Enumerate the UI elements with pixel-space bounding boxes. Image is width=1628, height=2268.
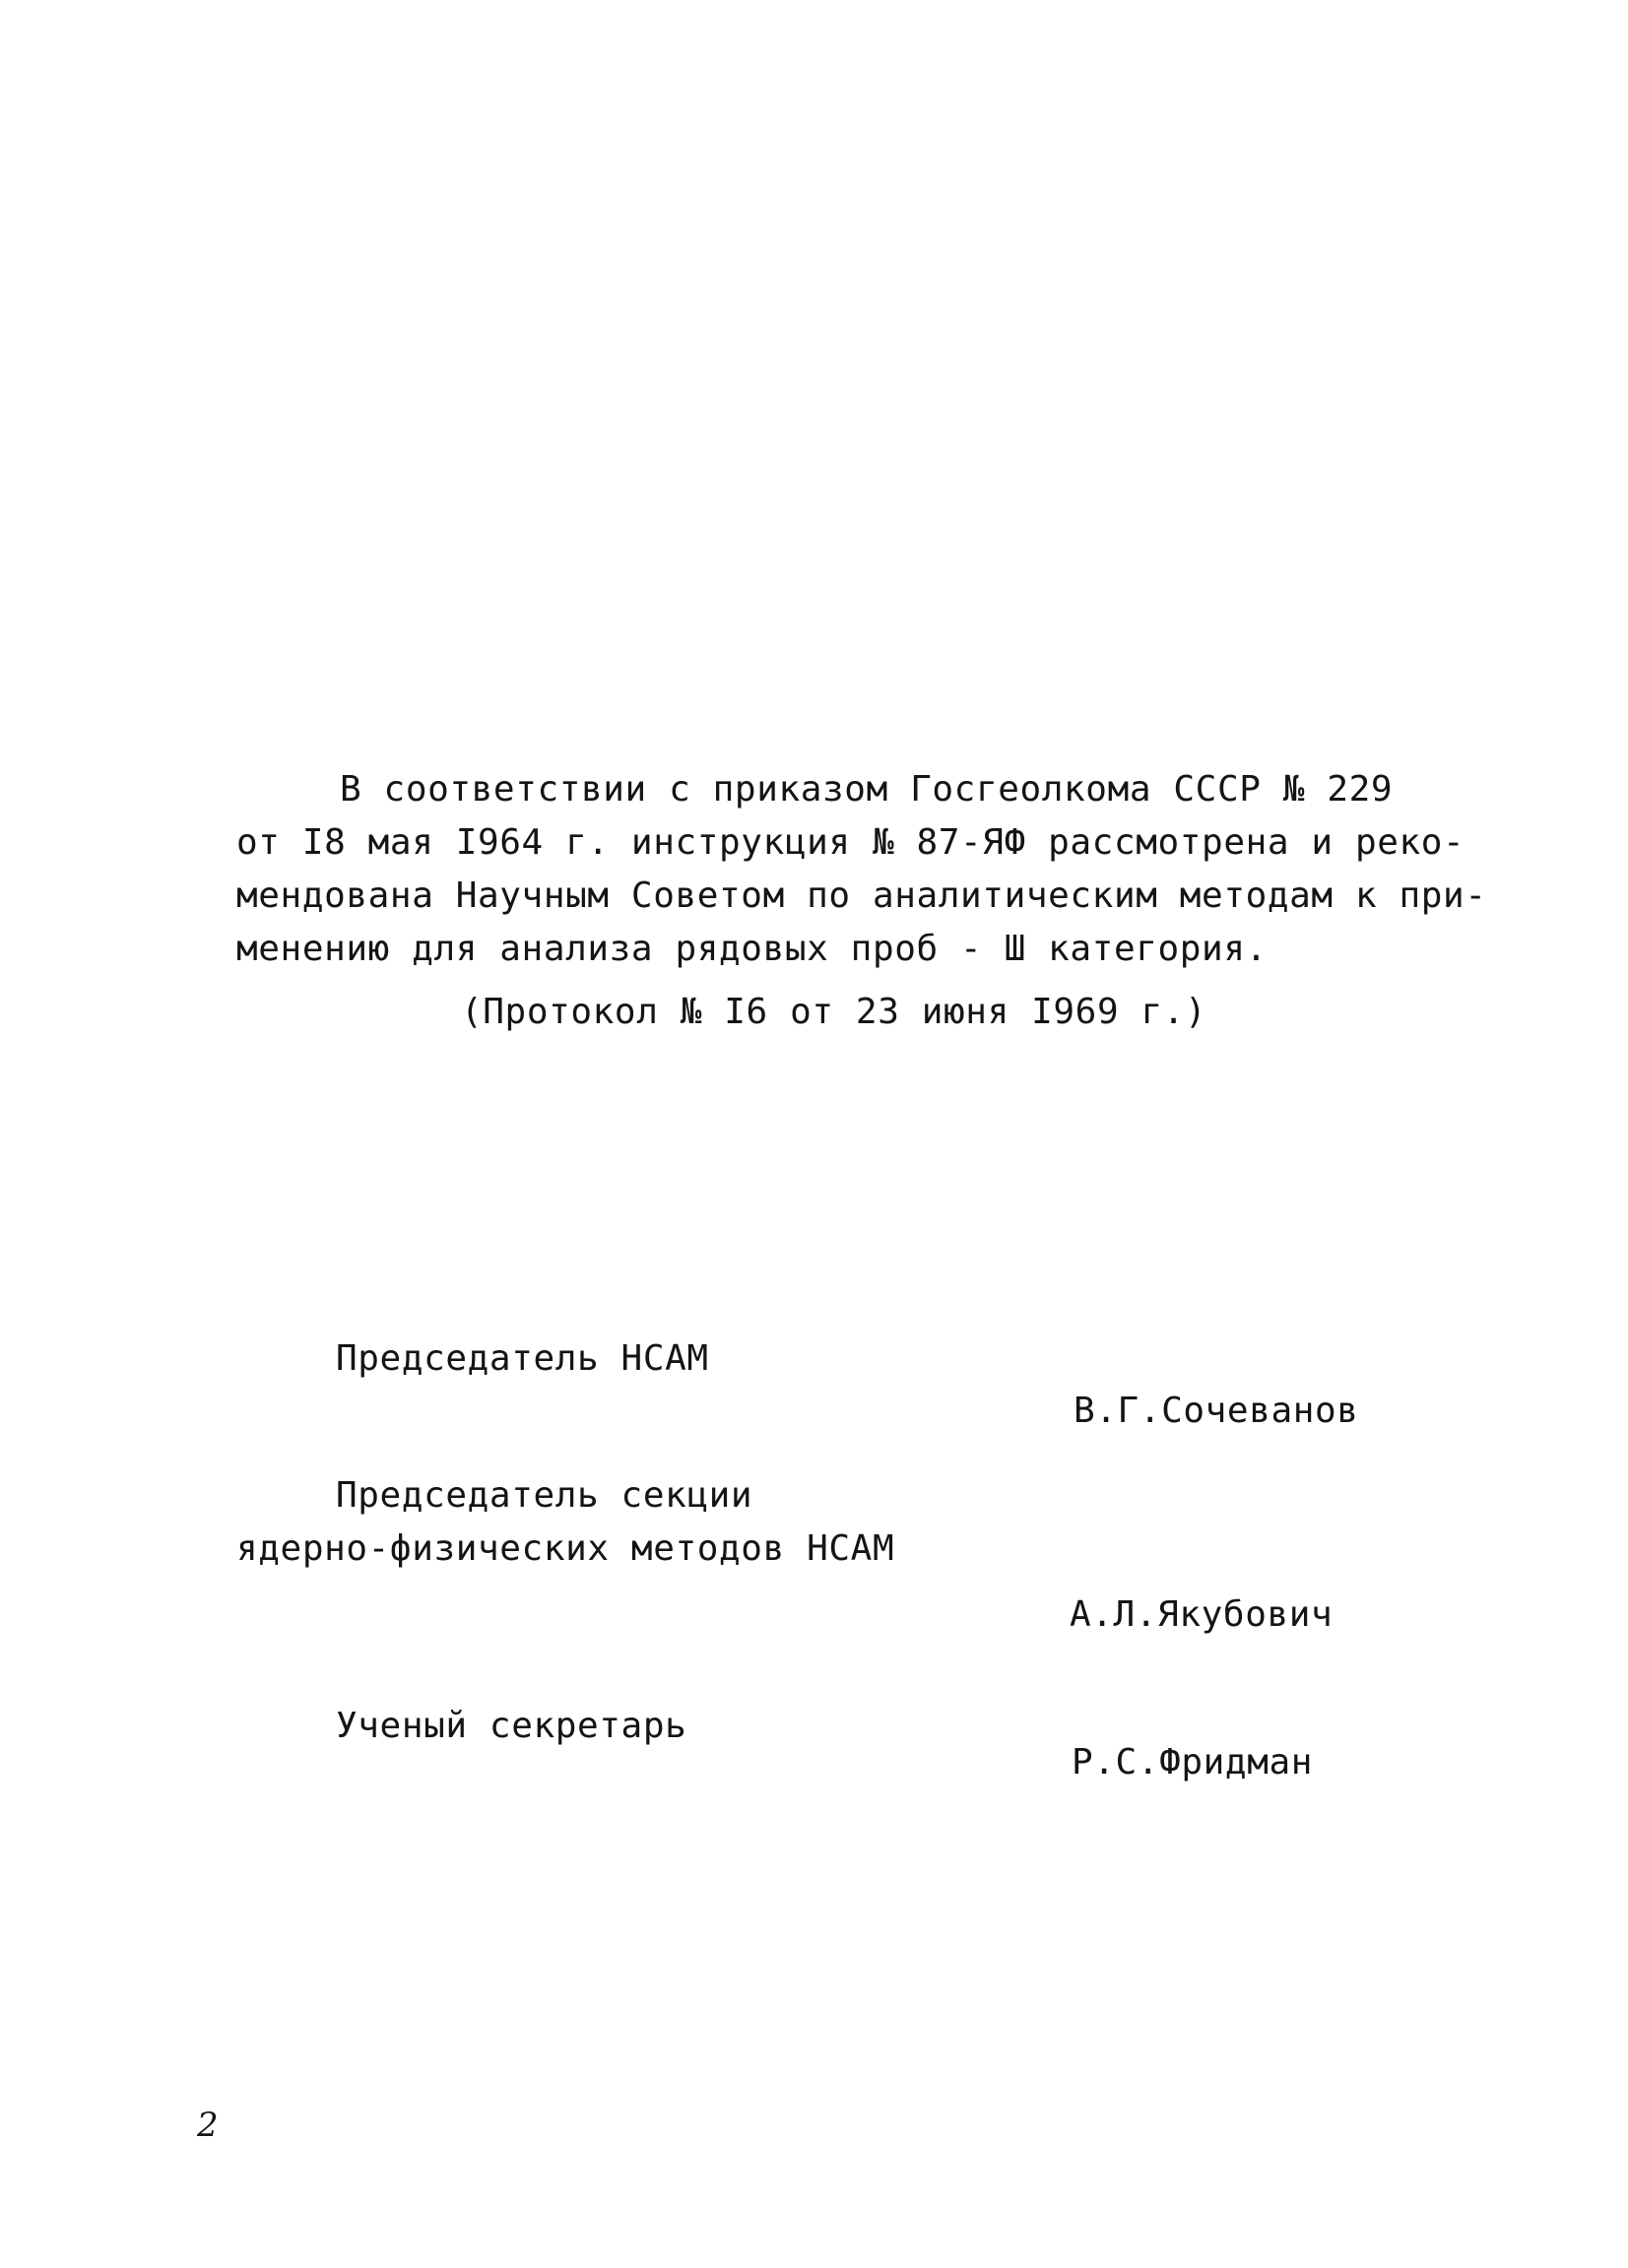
approval-line: менению для анализа рядовых проб - Ш категория. [236,929,1268,969]
approval-line: от I8 мая I964 г. инструкция № 87-ЯФ рассмотрена и реко- [236,822,1465,863]
approval-line: мендована Научным Советом по аналитическим методам к при- [236,875,1487,916]
signatory-role: Председатель НСАМ [336,1338,709,1379]
approval-line: В соответствии с приказом Госгеолкома СССР № 229 [340,769,1394,810]
signatory-role: ядерно-физических методов НСАМ [236,1528,895,1569]
page-number: 2 [197,2106,219,2145]
signatory-name: В.Г.Сочеванов [1074,1391,1359,1431]
protocol-reference: (Протокол № I6 от 23 июня I969 г.) [461,992,1207,1032]
signatory-name: А.Л.Якубович [1070,1594,1334,1635]
signatory-role: Председатель секции [336,1475,753,1516]
signatory-name: Р.С.Фридман [1072,1742,1314,1782]
signatory-role: Ученый секретарь [336,1706,687,1746]
